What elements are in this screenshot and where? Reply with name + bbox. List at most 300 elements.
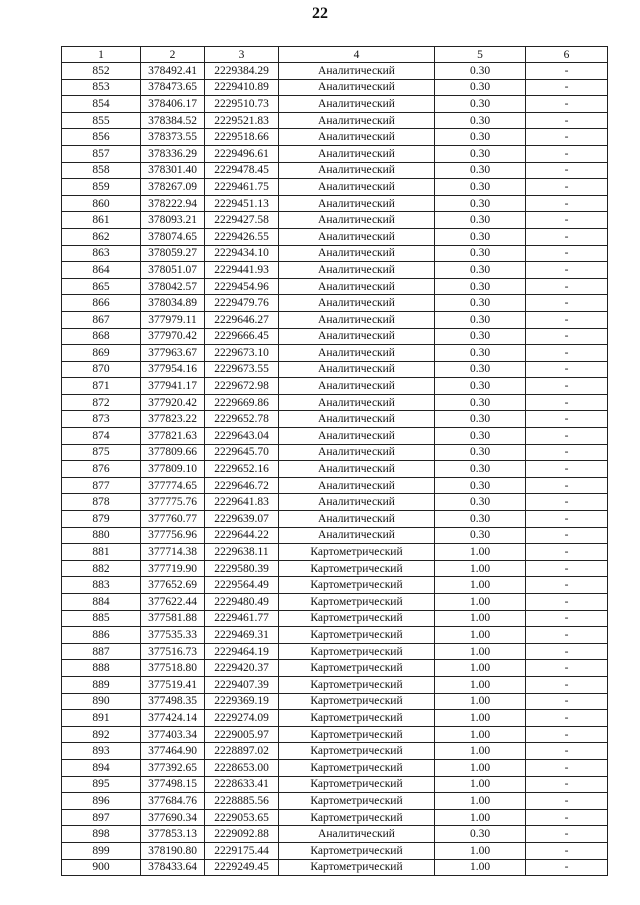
table-row <box>62 594 608 611</box>
table-cell: 867 <box>62 311 141 328</box>
table-cell: 1.00 <box>435 726 526 743</box>
table-row <box>62 411 608 428</box>
table-cell: 2229092.88 <box>205 826 279 843</box>
table-cell: 378051.07 <box>141 262 205 279</box>
table-cell: Картометрический <box>279 710 435 727</box>
table-cell: 0.30 <box>435 527 526 544</box>
table-cell: 378336.29 <box>141 145 205 162</box>
table-cell: 864 <box>62 262 141 279</box>
table-cell: Картометрический <box>279 627 435 644</box>
table-cell: 859 <box>62 179 141 196</box>
table-row <box>62 295 608 312</box>
table-cell: 2229407.39 <box>205 676 279 693</box>
table-row <box>62 245 608 262</box>
table-cell: 892 <box>62 726 141 743</box>
table-cell: 1.00 <box>435 610 526 627</box>
table-cell: Аналитический <box>279 411 435 428</box>
table-cell: Аналитический <box>279 311 435 328</box>
table-row <box>62 842 608 859</box>
table-cell: 2228885.56 <box>205 793 279 810</box>
table-cell: 377823.22 <box>141 411 205 428</box>
table-cell: 887 <box>62 643 141 660</box>
table-row <box>62 96 608 113</box>
table-cell: 868 <box>62 328 141 345</box>
table-cell: - <box>526 295 608 312</box>
table-cell: 0.30 <box>435 394 526 411</box>
table-cell: 862 <box>62 228 141 245</box>
table-row <box>62 212 608 229</box>
table-cell: 0.30 <box>435 826 526 843</box>
table-row <box>62 643 608 660</box>
table-cell: 378267.09 <box>141 179 205 196</box>
table-row <box>62 660 608 677</box>
table-cell: 2229646.72 <box>205 477 279 494</box>
table-cell: - <box>526 145 608 162</box>
table-cell: Аналитический <box>279 826 435 843</box>
table-cell: 377690.34 <box>141 809 205 826</box>
table-cell: 863 <box>62 245 141 262</box>
table-cell: 1.00 <box>435 627 526 644</box>
table-cell: Аналитический <box>279 345 435 362</box>
table-cell: 1.00 <box>435 809 526 826</box>
table-cell: 856 <box>62 129 141 146</box>
table-cell: - <box>526 162 608 179</box>
table-cell: 377760.77 <box>141 511 205 528</box>
table-cell: - <box>526 345 608 362</box>
table-cell: - <box>526 311 608 328</box>
table-row <box>62 544 608 561</box>
table-cell: 2229480.49 <box>205 594 279 611</box>
table-cell: Картометрический <box>279 544 435 561</box>
table-cell: 1.00 <box>435 842 526 859</box>
table-cell: 1.00 <box>435 643 526 660</box>
table-cell: Картометрический <box>279 560 435 577</box>
table-cell: 1.00 <box>435 759 526 776</box>
table-cell: 1.00 <box>435 743 526 760</box>
table-cell: 377979.11 <box>141 311 205 328</box>
table-cell: - <box>526 79 608 96</box>
table-cell: 2229434.10 <box>205 245 279 262</box>
table-cell: - <box>526 96 608 113</box>
table-cell: 0.30 <box>435 129 526 146</box>
table-cell: 865 <box>62 278 141 295</box>
table-cell: Аналитический <box>279 295 435 312</box>
table-cell: 2229461.75 <box>205 179 279 196</box>
table-cell: 2228653.00 <box>205 759 279 776</box>
table-cell: 377516.73 <box>141 643 205 660</box>
table-row <box>62 179 608 196</box>
table-cell: 2229641.83 <box>205 494 279 511</box>
table-cell: Аналитический <box>279 245 435 262</box>
table-cell: 875 <box>62 444 141 461</box>
table-cell: 857 <box>62 145 141 162</box>
table-cell: 2229652.78 <box>205 411 279 428</box>
table-cell: 377622.44 <box>141 594 205 611</box>
column-header: 2 <box>141 47 205 63</box>
table-cell: 378034.89 <box>141 295 205 312</box>
table-row <box>62 759 608 776</box>
table-cell: 897 <box>62 809 141 826</box>
table-cell: 1.00 <box>435 594 526 611</box>
table-cell: 900 <box>62 859 141 876</box>
table-cell: 866 <box>62 295 141 312</box>
table-cell: 894 <box>62 759 141 776</box>
table-row <box>62 776 608 793</box>
table-cell: Аналитический <box>279 278 435 295</box>
table-cell: 872 <box>62 394 141 411</box>
table-cell: - <box>526 212 608 229</box>
table-cell: 886 <box>62 627 141 644</box>
table-cell: 2228633.41 <box>205 776 279 793</box>
table-cell: 1.00 <box>435 859 526 876</box>
table-cell: 2229441.93 <box>205 262 279 279</box>
table-cell: Аналитический <box>279 129 435 146</box>
table-row <box>62 428 608 445</box>
table-row <box>62 859 608 876</box>
table-cell: 377853.13 <box>141 826 205 843</box>
table-cell: 377821.63 <box>141 428 205 445</box>
table-cell: Аналитический <box>279 394 435 411</box>
table-cell: Картометрический <box>279 693 435 710</box>
table-cell: - <box>526 627 608 644</box>
table-cell: 2229510.73 <box>205 96 279 113</box>
table-cell: 0.30 <box>435 361 526 378</box>
table-cell: 0.30 <box>435 96 526 113</box>
table-cell: - <box>526 643 608 660</box>
table-row <box>62 145 608 162</box>
table-row <box>62 809 608 826</box>
table-cell: - <box>526 477 608 494</box>
coordinates-table <box>61 46 608 876</box>
table-cell: Аналитический <box>279 527 435 544</box>
table-cell: 1.00 <box>435 660 526 677</box>
table-cell: 0.30 <box>435 195 526 212</box>
table-cell: - <box>526 361 608 378</box>
table-cell: Картометрический <box>279 643 435 660</box>
table-cell: 888 <box>62 660 141 677</box>
table-cell: 1.00 <box>435 560 526 577</box>
table-cell: 377809.10 <box>141 461 205 478</box>
table-cell: 893 <box>62 743 141 760</box>
table-cell: - <box>526 129 608 146</box>
table-cell: - <box>526 195 608 212</box>
table-cell: 0.30 <box>435 494 526 511</box>
table-cell: Картометрический <box>279 577 435 594</box>
table-row <box>62 726 608 743</box>
table-cell: 2229644.22 <box>205 527 279 544</box>
table-cell: - <box>526 726 608 743</box>
table-cell: 2229479.76 <box>205 295 279 312</box>
table-cell: 378384.52 <box>141 112 205 129</box>
table-cell: Аналитический <box>279 262 435 279</box>
table-cell: 0.30 <box>435 477 526 494</box>
table-cell: 895 <box>62 776 141 793</box>
table-cell: 377464.90 <box>141 743 205 760</box>
table-cell: 377581.88 <box>141 610 205 627</box>
table-cell: 879 <box>62 511 141 528</box>
table-cell: 0.30 <box>435 444 526 461</box>
table-cell: - <box>526 527 608 544</box>
table-cell: Аналитический <box>279 228 435 245</box>
table-cell: - <box>526 809 608 826</box>
column-header: 5 <box>435 47 526 63</box>
table-cell: 0.30 <box>435 345 526 362</box>
table-cell: - <box>526 693 608 710</box>
table-cell: - <box>526 378 608 395</box>
table-cell: 377518.80 <box>141 660 205 677</box>
table-cell: 0.30 <box>435 411 526 428</box>
table-cell: Картометрический <box>279 809 435 826</box>
table-cell: Картометрический <box>279 676 435 693</box>
table-cell: 1.00 <box>435 693 526 710</box>
table-cell: - <box>526 759 608 776</box>
table-cell: Аналитический <box>279 494 435 511</box>
table-cell: 0.30 <box>435 112 526 129</box>
table-row <box>62 129 608 146</box>
table-cell: 0.30 <box>435 378 526 395</box>
table-cell: 377963.67 <box>141 345 205 362</box>
table-row <box>62 112 608 129</box>
table-row <box>62 477 608 494</box>
table-cell: Картометрический <box>279 793 435 810</box>
table-cell: 1.00 <box>435 544 526 561</box>
table-cell: - <box>526 245 608 262</box>
table-cell: - <box>526 544 608 561</box>
table-cell: - <box>526 63 608 80</box>
table-cell: Аналитический <box>279 378 435 395</box>
table-cell: 377719.90 <box>141 560 205 577</box>
table-cell: 377652.69 <box>141 577 205 594</box>
table-cell: 0.30 <box>435 262 526 279</box>
table-cell: 882 <box>62 560 141 577</box>
table-cell: 889 <box>62 676 141 693</box>
table-cell: 377535.33 <box>141 627 205 644</box>
table-row <box>62 361 608 378</box>
table-cell: 2229384.29 <box>205 63 279 80</box>
table-cell: 377941.17 <box>141 378 205 395</box>
page-number: 22 <box>312 5 328 22</box>
table-cell: - <box>526 428 608 445</box>
table-row <box>62 743 608 760</box>
table-row <box>62 345 608 362</box>
table-cell: 1.00 <box>435 776 526 793</box>
table-cell: 876 <box>62 461 141 478</box>
table-cell: 2229638.11 <box>205 544 279 561</box>
table-cell: 883 <box>62 577 141 594</box>
column-header: 1 <box>62 47 141 63</box>
table-cell: 2229461.77 <box>205 610 279 627</box>
table-cell: 0.30 <box>435 278 526 295</box>
table-cell: 2229427.58 <box>205 212 279 229</box>
table-cell: 378074.65 <box>141 228 205 245</box>
table-cell: 2229451.13 <box>205 195 279 212</box>
table-row <box>62 826 608 843</box>
table-cell: 377756.96 <box>141 527 205 544</box>
table-cell: 896 <box>62 793 141 810</box>
table-row <box>62 328 608 345</box>
table-cell: 377498.15 <box>141 776 205 793</box>
table-row <box>62 162 608 179</box>
table-cell: 2229666.45 <box>205 328 279 345</box>
table-row <box>62 63 608 80</box>
table-cell: 852 <box>62 63 141 80</box>
table-cell: 2229518.66 <box>205 129 279 146</box>
table-cell: 2229496.61 <box>205 145 279 162</box>
table-cell: Картометрический <box>279 842 435 859</box>
table-cell: 2229274.09 <box>205 710 279 727</box>
table-cell: - <box>526 610 608 627</box>
table-row <box>62 311 608 328</box>
column-header: 4 <box>279 47 435 63</box>
table-cell: 377954.16 <box>141 361 205 378</box>
table-row <box>62 278 608 295</box>
table-cell: Аналитический <box>279 145 435 162</box>
table-cell: Аналитический <box>279 361 435 378</box>
table-cell: 0.30 <box>435 245 526 262</box>
table-cell: 377684.76 <box>141 793 205 810</box>
table-cell: 377519.41 <box>141 676 205 693</box>
table-row <box>62 444 608 461</box>
table-cell: 2229646.27 <box>205 311 279 328</box>
table-cell: 860 <box>62 195 141 212</box>
table-cell: 378190.80 <box>141 842 205 859</box>
table-cell: 2229672.98 <box>205 378 279 395</box>
table-cell: 378042.57 <box>141 278 205 295</box>
table-cell: 2229643.04 <box>205 428 279 445</box>
table-cell: 0.30 <box>435 428 526 445</box>
table-cell: - <box>526 594 608 611</box>
table-cell: - <box>526 494 608 511</box>
table-cell: 1.00 <box>435 676 526 693</box>
table-cell: Аналитический <box>279 112 435 129</box>
table-cell: 377775.76 <box>141 494 205 511</box>
table-row <box>62 461 608 478</box>
table-cell: - <box>526 676 608 693</box>
table-cell: 2229454.96 <box>205 278 279 295</box>
table-row <box>62 378 608 395</box>
table-cell: 2229564.49 <box>205 577 279 594</box>
table-cell: 884 <box>62 594 141 611</box>
column-header: 3 <box>205 47 279 63</box>
table-cell: 0.30 <box>435 511 526 528</box>
table-cell: 0.30 <box>435 461 526 478</box>
table-cell: - <box>526 842 608 859</box>
table-cell: Аналитический <box>279 96 435 113</box>
table-cell: 2229673.55 <box>205 361 279 378</box>
table-row <box>62 527 608 544</box>
table-cell: 1.00 <box>435 577 526 594</box>
table-cell: 377424.14 <box>141 710 205 727</box>
table-cell: Аналитический <box>279 79 435 96</box>
table-cell: 853 <box>62 79 141 96</box>
table-cell: 377403.34 <box>141 726 205 743</box>
table-cell: 2229464.19 <box>205 643 279 660</box>
table-cell: 2229580.39 <box>205 560 279 577</box>
table-cell: - <box>526 776 608 793</box>
table-cell: - <box>526 262 608 279</box>
table-cell: 858 <box>62 162 141 179</box>
table-cell: Картометрический <box>279 660 435 677</box>
table-cell: 869 <box>62 345 141 362</box>
table-cell: Аналитический <box>279 461 435 478</box>
table-row <box>62 577 608 594</box>
table-cell: Картометрический <box>279 776 435 793</box>
table-cell: 377970.42 <box>141 328 205 345</box>
table-cell: Аналитический <box>279 179 435 196</box>
table-cell: 377714.38 <box>141 544 205 561</box>
table-cell: 378492.41 <box>141 63 205 80</box>
table-cell: - <box>526 461 608 478</box>
table-cell: Аналитический <box>279 428 435 445</box>
table-cell: Аналитический <box>279 444 435 461</box>
table-cell: 378373.55 <box>141 129 205 146</box>
table-cell: - <box>526 228 608 245</box>
table-cell: 899 <box>62 842 141 859</box>
table-row <box>62 79 608 96</box>
table-cell: Аналитический <box>279 511 435 528</box>
table-cell: 874 <box>62 428 141 445</box>
table-cell: 0.30 <box>435 311 526 328</box>
table-cell: 378093.21 <box>141 212 205 229</box>
table-row <box>62 262 608 279</box>
column-header: 6 <box>526 47 608 63</box>
table-cell: 1.00 <box>435 793 526 810</box>
table-cell: 0.30 <box>435 328 526 345</box>
table-row <box>62 793 608 810</box>
table-cell: 861 <box>62 212 141 229</box>
table-cell: 377392.65 <box>141 759 205 776</box>
table-cell: 2229005.97 <box>205 726 279 743</box>
table-cell: - <box>526 743 608 760</box>
table-cell: 2229645.70 <box>205 444 279 461</box>
table-cell: Картометрический <box>279 726 435 743</box>
table-cell: - <box>526 560 608 577</box>
table-cell: 377774.65 <box>141 477 205 494</box>
table-row <box>62 610 608 627</box>
table-cell: 890 <box>62 693 141 710</box>
table-cell: 881 <box>62 544 141 561</box>
table-cell: 2229521.83 <box>205 112 279 129</box>
table-cell: 2228897.02 <box>205 743 279 760</box>
table-cell: 378301.40 <box>141 162 205 179</box>
table-cell: 378433.64 <box>141 859 205 876</box>
table-cell: Картометрический <box>279 743 435 760</box>
table-row <box>62 511 608 528</box>
table-cell: 855 <box>62 112 141 129</box>
table-cell: Аналитический <box>279 63 435 80</box>
table-cell: 2229639.07 <box>205 511 279 528</box>
table-header-row <box>62 47 608 63</box>
table-cell: 870 <box>62 361 141 378</box>
table-row <box>62 195 608 212</box>
table-cell: 2229669.86 <box>205 394 279 411</box>
table-cell: 0.30 <box>435 228 526 245</box>
table-cell: - <box>526 859 608 876</box>
table-cell: Аналитический <box>279 212 435 229</box>
table-cell: 378406.17 <box>141 96 205 113</box>
table-cell: - <box>526 112 608 129</box>
table-cell: - <box>526 511 608 528</box>
table-cell: 885 <box>62 610 141 627</box>
table-cell: 2229249.45 <box>205 859 279 876</box>
table-cell: 2229673.10 <box>205 345 279 362</box>
table-cell: 2229420.37 <box>205 660 279 677</box>
table-cell: 378473.65 <box>141 79 205 96</box>
table-cell: - <box>526 444 608 461</box>
table-cell: 2229652.16 <box>205 461 279 478</box>
table-cell: 871 <box>62 378 141 395</box>
table-cell: 0.30 <box>435 212 526 229</box>
